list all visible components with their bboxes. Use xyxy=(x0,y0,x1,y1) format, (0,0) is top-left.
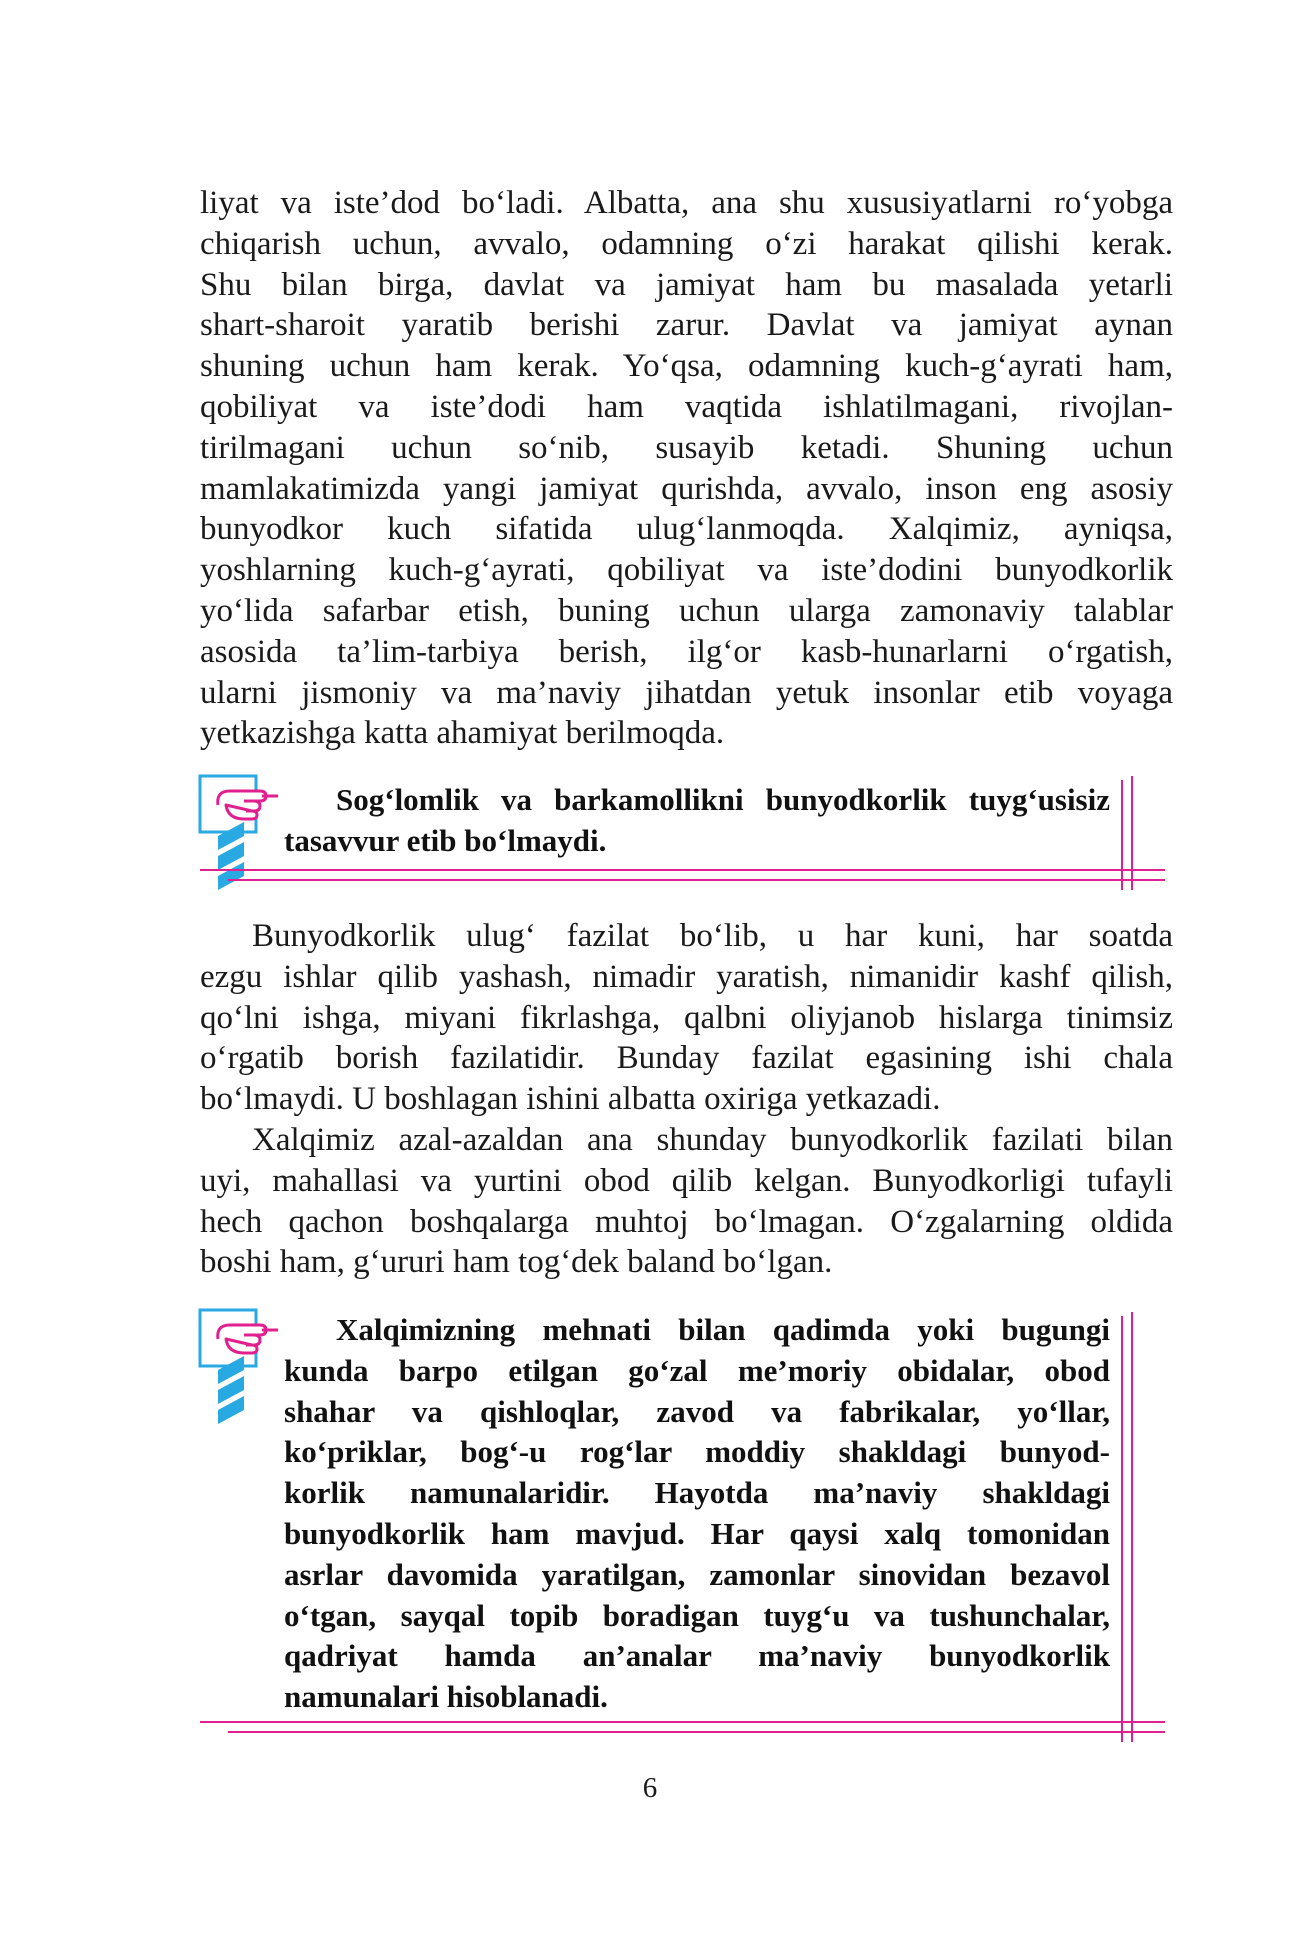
text-line: Shu bilan birga, davlat va jamiyat ham bu masalada yetarli xyxy=(200,266,1173,303)
text-line: hech qachon boshqalarga muhtoj bo‘lmagan. O‘zgalarning oldida xyxy=(200,1203,1173,1240)
text-line: qobiliyat va iste’dodi ham vaqtida ishlatilmagani, rivojlan- xyxy=(200,388,1173,425)
text-line: qo‘lni ishga, miyani fikrlashga, qalbni oliyjanob hislarga tinimsiz xyxy=(200,999,1173,1036)
callout-text-2 xyxy=(284,1310,1110,1718)
text-line: tirilmagani uchun so‘nib, susayib ketadi. Shuning uchun xyxy=(200,429,1173,466)
callout-line: o‘tgan, sayqal topib boradigan tuyg‘u va tushunchalar, xyxy=(284,1597,1110,1633)
callout-line: asrlar davomida yaratilgan, zamonlar sinovidan bezavol xyxy=(284,1556,1110,1592)
callout-line: bunyodkorlik ham mavjud. Har qaysi xalq tomonidan xyxy=(284,1515,1110,1551)
callout-line: qadriyat hamda an’analar ma’naviy bunyodkorlik xyxy=(284,1638,1110,1674)
callout-line: Sog‘lomlik va barkamollikni bunyodkorlik tuyg‘usisiz xyxy=(336,782,1110,817)
callout-line: ko‘priklar, bog‘-u rog‘lar moddiy shakldagi bunyod- xyxy=(284,1434,1110,1470)
text-line: shart-sharoit yaratib berishi zarur. Davlat va jamiyat aynan xyxy=(200,307,1173,344)
text-line: yetkazishga katta ahamiyat berilmoqda. xyxy=(200,715,725,752)
text-line: bunyodkor kuch sifatida ulug‘lanmoqda. Xalqimiz, ayniqsa, xyxy=(200,511,1173,548)
text-line: shuning uchun ham kerak. Yo‘qsa, odamning kuch-g‘ayrati ham, xyxy=(200,348,1173,385)
text-line: chiqarish uchun, avvalo, odamning o‘zi harakat qilishi kerak. xyxy=(200,225,1173,262)
callout-line: korlik namunalaridir. Hayotda ma’naviy shakldagi xyxy=(284,1475,1110,1511)
text-line: bo‘lmaydi. U boshlagan ishini albatta oxiriga yetkazadi. xyxy=(200,1081,941,1118)
callout-line: shahar va qishloqlar, zavod va fabrikalar, yo‘llar, xyxy=(284,1393,1110,1429)
page-number: 6 xyxy=(642,1772,658,1804)
text-line: uyi, mahallasi va yurtini obod qilib kelgan. Bunyodkorligi tufayli xyxy=(200,1162,1173,1199)
callout-line: Xalqimizning mehnati bilan qadimda yoki bugungi xyxy=(336,1312,1110,1347)
text-line: boshi ham, g‘ururi ham tog‘dek baland bo‘lgan. xyxy=(200,1244,833,1281)
text-line: ularni jismoniy va ma’naviy jihatdan yetuk insonlar etib voyaga xyxy=(200,674,1173,711)
text-line: Bunyodkorlik ulug‘ fazilat bo‘lib, u har kuni, har soatda xyxy=(252,918,1173,954)
text-line: o‘rgatib borish fazilatidir. Bunday fazilat egasining ishi chala xyxy=(200,1040,1173,1077)
text-line: asosida ta’lim-tarbiya berish, ilg‘or kasb-hunarlarni o‘rgatish, xyxy=(200,633,1173,670)
text-line: yoshlarning kuch-g‘ayrati, qobiliyat va iste’dodini bunyodkorlik xyxy=(200,552,1173,589)
text-line: yo‘lida safarbar etish, buning uchun ularga zamonaviy talablar xyxy=(200,592,1173,629)
text-line: liyat va iste’dod bo‘ladi. Albatta, ana shu xususiyatlarni ro‘yobga xyxy=(200,185,1173,221)
callout-line: kunda barpo etilgan go‘zal me’moriy obidalar, obod xyxy=(284,1352,1110,1388)
text-line: ezgu ishlar qilib yashash, nimadir yaratish, nimanidir kashf qilish, xyxy=(200,958,1173,995)
callout-line: tasavvur etib bo‘lmaydi. xyxy=(284,822,607,858)
callout-line: namunalari hisoblanadi. xyxy=(284,1679,608,1715)
text-line: Xalqimiz azal-azaldan ana shunday bunyodkorlik fazilati bilan xyxy=(252,1122,1173,1158)
pointing-hand-icon xyxy=(200,1310,278,1424)
text-line: mamlakatimizda yangi jamiyat qurishda, avvalo, inson eng asosiy xyxy=(200,470,1173,507)
